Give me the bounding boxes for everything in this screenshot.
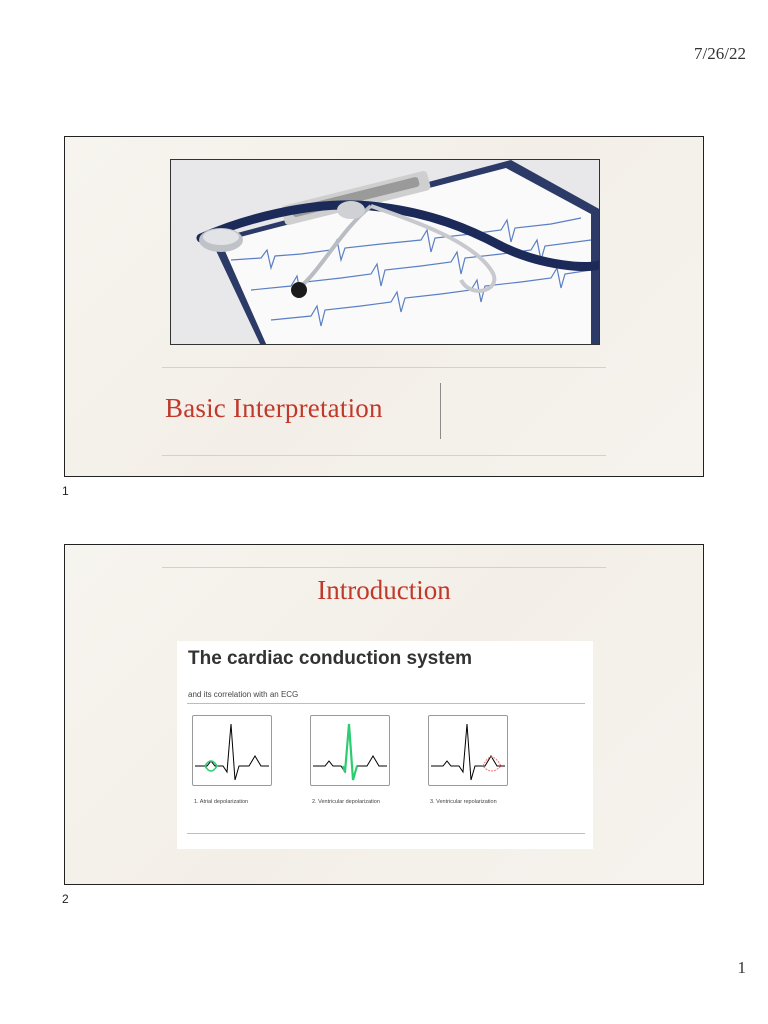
- figure-subtitle: and its correlation with an ECG: [188, 690, 299, 699]
- figure-rule-bottom: [187, 833, 585, 834]
- slide-2-title: Introduction: [317, 575, 451, 605]
- slide-1: [64, 136, 704, 477]
- title-divider: [440, 383, 441, 439]
- caption-2: 2. Ventricular depolarization: [312, 799, 380, 805]
- caption-3: 3. Ventricular repolarization: [430, 799, 497, 805]
- ecg-panel-atrial: [192, 715, 272, 786]
- stethoscope-clipboard-image: [170, 159, 600, 345]
- conduction-system-figure: [177, 641, 593, 849]
- ecg-panel-ventricular-depol: [310, 715, 390, 786]
- slide-2-number: 2: [62, 892, 69, 906]
- figure-title: The cardiac conduction system: [188, 648, 473, 669]
- slide-1-number: 1: [62, 484, 69, 498]
- page-number: 1: [737, 958, 746, 977]
- figure-rule-top: [187, 703, 585, 704]
- print-date: 7/26/22: [694, 44, 746, 63]
- slide-1-title: Basic Interpretation: [165, 393, 383, 423]
- ecg-panel-ventricular-repol: [428, 715, 508, 786]
- slide-2: [64, 544, 704, 885]
- title-rule-bottom: [162, 455, 606, 456]
- title-rule-top: [162, 367, 606, 368]
- caption-1: 1. Atrial depolarization: [194, 799, 249, 805]
- intro-rule: [162, 567, 606, 568]
